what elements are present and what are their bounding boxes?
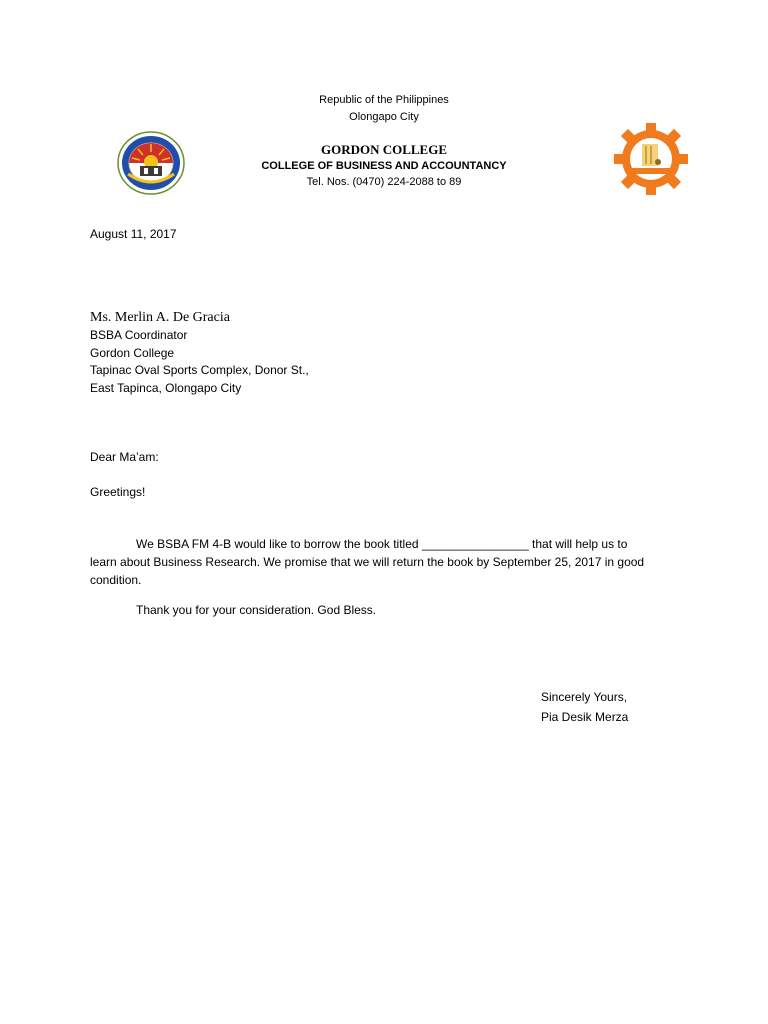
recipient-title: BSBA Coordinator — [90, 328, 188, 342]
header-department: COLLEGE OF BUSINESS AND ACCOUNTANCY — [261, 160, 507, 172]
recipient-name: Ms. Merlin A. De Gracia — [90, 310, 230, 325]
closing: Sincerely Yours, — [541, 690, 628, 704]
recipient-org: Gordon College — [90, 346, 175, 360]
body-line-1: We BSBA FM 4-B would like to borrow the book titled ________________ that will help us to — [136, 537, 628, 551]
signature-name: Pia Desik Merza — [541, 710, 629, 724]
recipient-address-line2: East Tapinca, Olongapo City — [90, 381, 242, 395]
header-college-name: GORDON COLLEGE — [320, 142, 448, 157]
salutation: Dear Ma’am: — [90, 450, 159, 464]
thanks-line: Thank you for your consideration. God Bless. — [136, 603, 377, 617]
letter-date: August 11, 2017 — [90, 227, 177, 241]
body-line-3: condition. — [90, 573, 142, 587]
header-republic: Republic of the Philippines — [319, 94, 449, 106]
recipient-address-line1: Tapinac Oval Sports Complex, Donor St., — [90, 363, 309, 377]
header-telephone: Tel. Nos. (0470) 224-2088 to 89 — [306, 176, 462, 188]
header-city: Olongapo City — [349, 111, 419, 123]
greeting: Greetings! — [90, 485, 146, 499]
body-line-2: learn about Business Research. We promise that we will return the book by September 25, 2017 in good — [90, 555, 645, 569]
